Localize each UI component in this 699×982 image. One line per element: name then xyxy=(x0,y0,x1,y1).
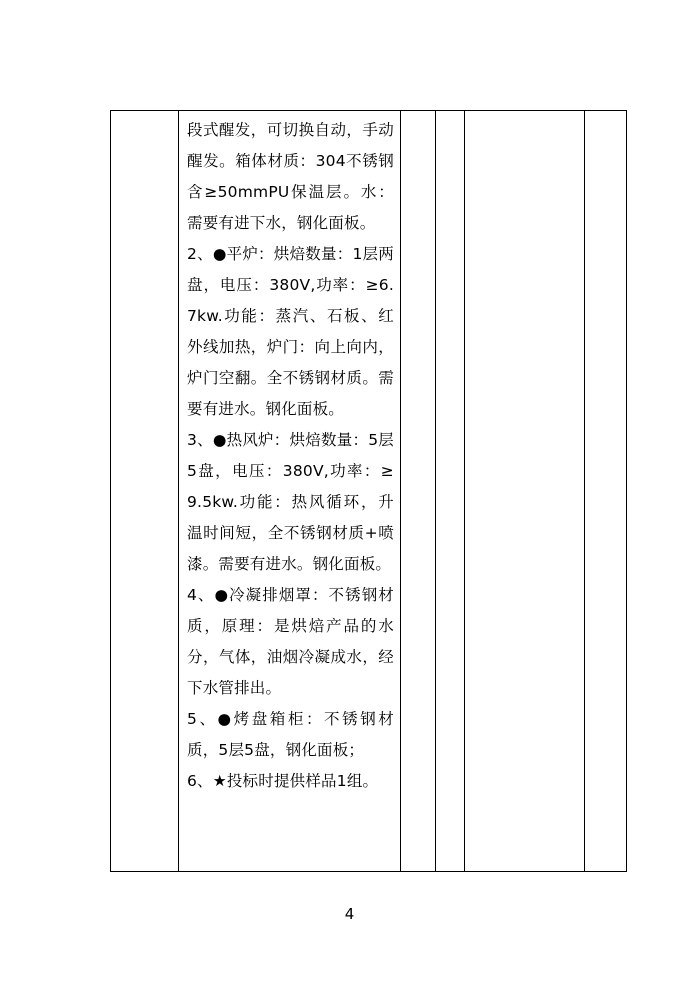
spec-paragraph-5: 5、●烤盘箱柜：不锈钢材质，5层5盘，钢化面板； xyxy=(187,710,394,759)
table-cell-remark-text xyxy=(465,111,584,121)
table-cell-remark xyxy=(465,111,585,872)
spec-paragraph-1: 段式醒发，可切换自动，手动醒发。箱体材质：304不锈钢含≥50mmPU保温层。水：需要有进下水，钢化面板。 xyxy=(187,121,394,232)
specification-text-block xyxy=(179,111,400,803)
page-number: 4 xyxy=(344,905,355,923)
table-cell-unit xyxy=(401,111,436,872)
spec-paragraph-4: 4、●冷凝排烟罩：不锈钢材质，原理：是烘焙产品的水分，气体，油烟冷凝成水，经下水管排出。 xyxy=(187,586,394,697)
table-row xyxy=(111,111,627,872)
table-cell-extra-text xyxy=(585,111,626,121)
table-cell-item-number xyxy=(111,111,179,872)
table-cell-unit-text xyxy=(401,111,435,121)
spec-paragraph-3: 3、●热风炉：烘焙数量：5层5盘，电压：380V,功率：≥9.5kw.功能：热风循环，升温时间短，全不锈钢材质+喷漆。需要有进水。钢化面板。 xyxy=(187,431,394,573)
table-cell-item-number-text xyxy=(111,111,178,121)
table-cell-specification xyxy=(179,111,401,872)
spec-paragraph-2: 2、●平炉：烘焙数量：1层两盘，电压：380V,功率：≥6.7kw.功能：蒸汽、石板、红外线加热，炉门：向上向内，炉门空翻。全不锈钢材质。需要有进水。钢化面板。 xyxy=(187,245,394,418)
table-cell-extra xyxy=(585,111,627,872)
spec-paragraph-6: 6、★投标时提供样品1组。 xyxy=(187,772,379,790)
specification-table xyxy=(110,110,627,872)
table-cell-quantity xyxy=(436,111,465,872)
table-cell-quantity-text xyxy=(436,111,464,121)
